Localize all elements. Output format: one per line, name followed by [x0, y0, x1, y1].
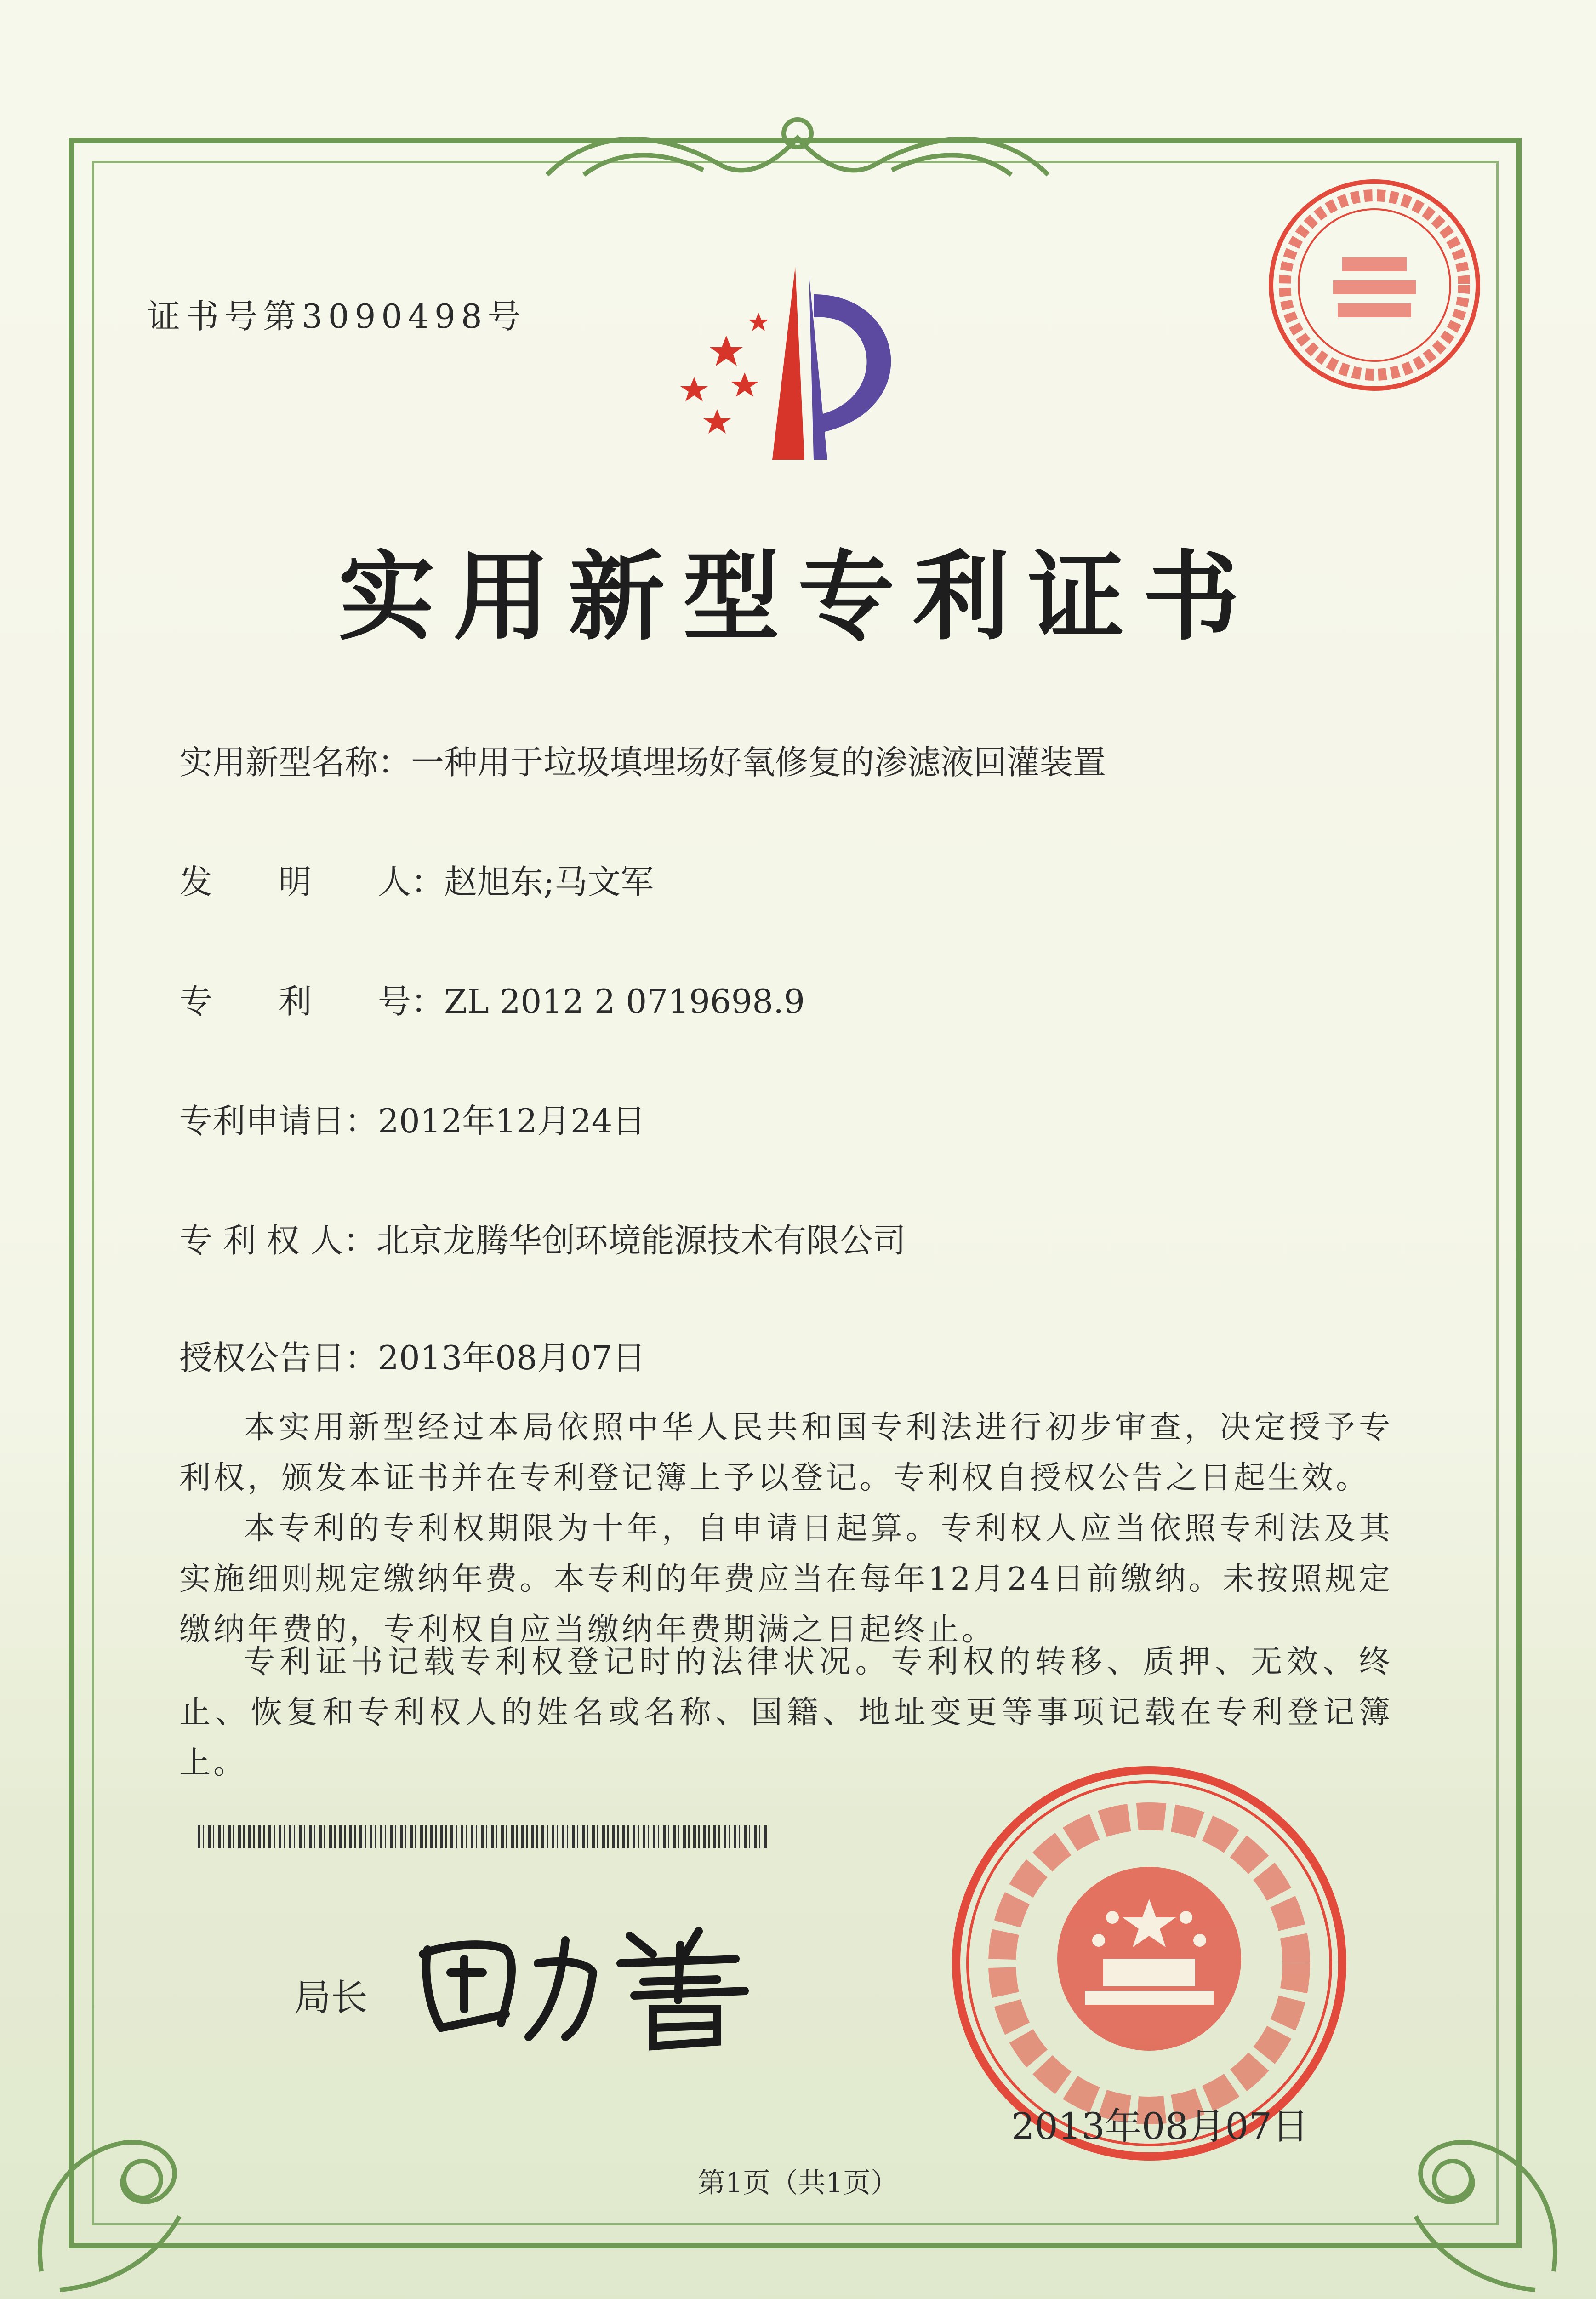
- body-paragraph-2: 本专利的专利权期限为十年，自申请日起算。专利权人应当依照专利法及其实施细则规定缴纳年费。本专利的年费应当在每年12月24日前缴纳。未按照规定缴纳年费的，专利权自应当缴纳年费期满之日起终止。: [179, 1510, 1393, 1648]
- director-label: 局长: [294, 1976, 368, 2019]
- director-signature: [414, 1899, 781, 2055]
- certificate-number: 证书号第3090498号: [147, 297, 526, 336]
- field-grant-date: 授权公告日：2013年08月07日: [179, 1338, 646, 1377]
- certificate-title: 实用新型专利证书: [338, 540, 1258, 653]
- field-inventor: 发 明 人：赵旭东;马文军: [179, 863, 654, 901]
- body-paragraph-1: 本实用新型经过本局依照中华人民共和国专利法进行初步审查，决定授予专利权，颁发本证书并在专利登记簿上予以登记。专利权自授权公告之日起生效。: [179, 1409, 1393, 1496]
- sipo-emblem-icon: [667, 257, 952, 478]
- field-application-date: 专利申请日：2012年12月24日: [179, 1102, 646, 1140]
- field-patentee: 专 利 权 人：北京龙腾华创环境能源技术有限公司: [179, 1221, 906, 1260]
- page-number: 第1页（共1页）: [697, 2167, 899, 2199]
- field-name: 实用新型名称：一种用于垃圾填埋场好氧修复的渗滤液回灌装置: [179, 743, 1106, 782]
- seal-date: 2013年08月07日: [1011, 2105, 1309, 2148]
- body-paragraph-3: 专利证书记载专利权登记时的法律状况。专利权的转移、质押、无效、终止、恢复和专利权人的姓名或名称、国籍、地址变更等事项记载在专利登记簿上。: [179, 1644, 1393, 1781]
- tax-stamp-icon: [1264, 175, 1485, 395]
- field-patent-number: 专 利 号：ZL 2012 2 0719698.9: [179, 982, 805, 1021]
- barcode: [198, 1825, 768, 1848]
- top-ornament-icon: [529, 106, 1066, 198]
